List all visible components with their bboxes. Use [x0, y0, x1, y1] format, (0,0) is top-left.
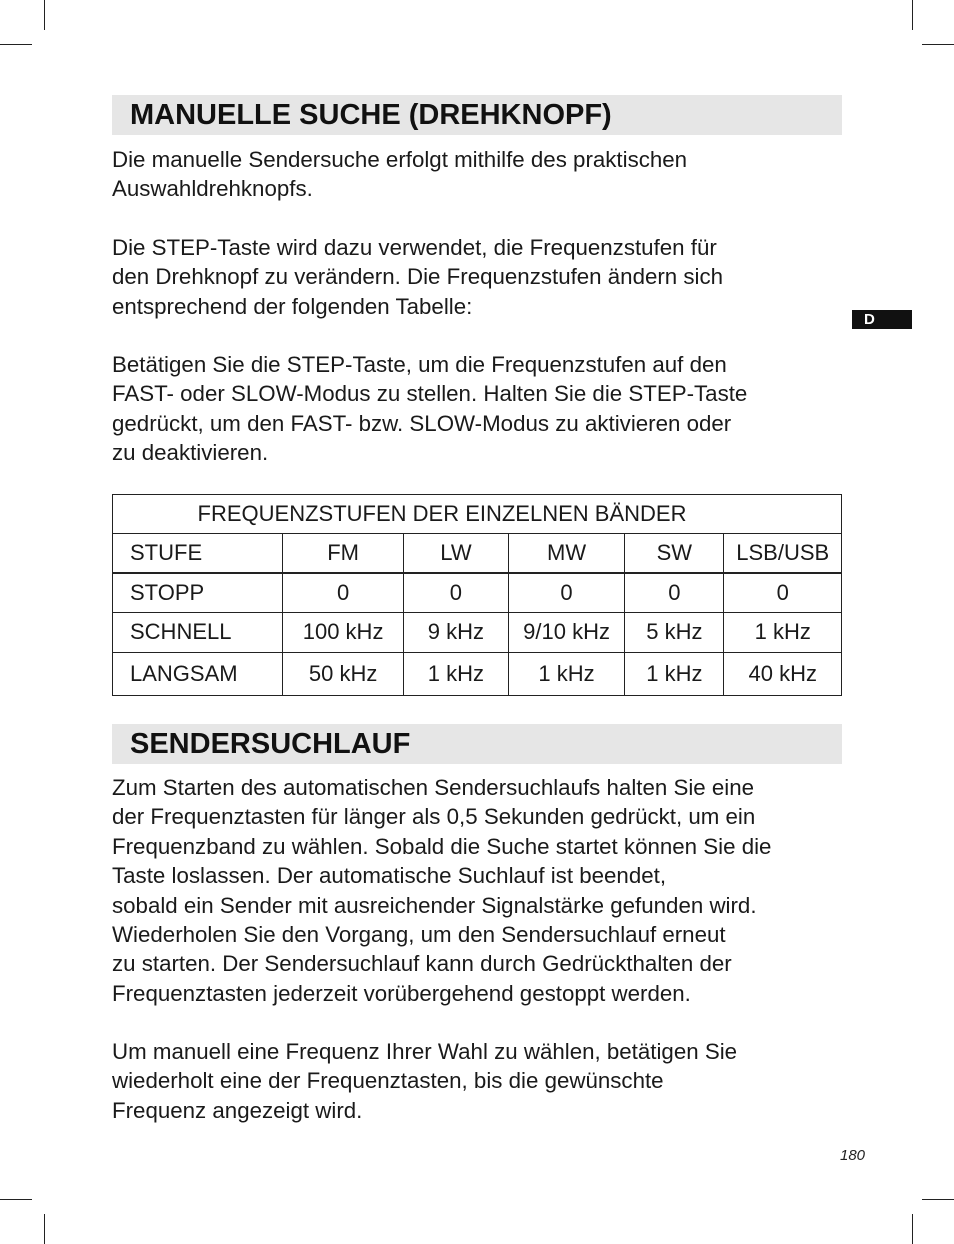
table-title: FREQUENZSTUFEN DER EINZELNEN BÄNDER — [113, 495, 842, 534]
text-line: entsprechend der folgenden Tabelle: — [112, 293, 473, 319]
text-line: der Frequenztasten für länger als 0,5 Sekunden gedrückt, um ein — [112, 804, 756, 830]
text-line: Wiederholen Sie den Vorgang, um den Sendersuchlauf erneut — [112, 922, 726, 948]
text-line: gedrückt, um den FAST- bzw. SLOW-Modus zu aktivieren oder — [112, 410, 732, 436]
text-line: Die manuelle Sendersuche erfolgt mithilfe des praktischen — [112, 147, 688, 172]
table-cell: 9 kHz — [404, 613, 509, 652]
crop-mark — [0, 44, 32, 45]
text-line: Frequenz angezeigt wird. — [112, 1097, 363, 1123]
text-line: Betätigen Sie die STEP-Taste, um die Frequenzstufen auf den — [112, 352, 727, 377]
table-cell: 0 — [625, 573, 724, 613]
crop-mark — [44, 0, 45, 30]
text-line: wiederholt eine der Frequenztasten, bis die gewünschte — [112, 1068, 664, 1094]
table-cell: 5 kHz — [625, 613, 724, 652]
table-cell: LANGSAM — [113, 652, 283, 695]
crop-mark — [922, 1199, 954, 1200]
paragraph — [112, 773, 847, 1008]
table-header-row — [113, 534, 842, 573]
section-heading-station-scan: SENDERSUCHLAUF — [112, 724, 842, 764]
table-title-row — [113, 495, 842, 534]
table-cell: SCHNELL — [113, 613, 283, 652]
table-header-cell: LSB/USB — [724, 534, 842, 573]
crop-mark — [912, 0, 913, 30]
crop-mark — [912, 1214, 913, 1244]
text-line: sobald ein Sender mit ausreichender Signalstärke gefunden wird. — [112, 892, 757, 918]
table-cell: 0 — [283, 573, 404, 613]
table-cell: 100 kHz — [283, 613, 404, 652]
section-heading-manual-search: MANUELLE SUCHE (DREHKNOPF) — [112, 95, 842, 135]
table-cell: 9/10 kHz — [508, 613, 624, 652]
table-cell: 1 kHz — [508, 652, 624, 695]
table-cell: 1 kHz — [724, 613, 842, 652]
table-cell: 0 — [724, 573, 842, 613]
paragraph — [112, 145, 847, 204]
table-row — [113, 613, 842, 652]
frequency-step-table — [112, 494, 842, 696]
crop-mark — [922, 44, 954, 45]
table-cell: 0 — [508, 573, 624, 613]
crop-mark — [44, 1214, 45, 1244]
text-line: Zum Starten des automatischen Sendersuchlaufs halten Sie eine — [112, 775, 755, 800]
text-line: Frequenztasten jederzeit vorübergehend gestoppt werden. — [112, 980, 691, 1006]
table-cell: STOPP — [113, 573, 283, 613]
table-header-cell: LW — [404, 534, 509, 573]
text-line: Auswahldrehknopfs. — [112, 176, 313, 202]
text-line: Um manuell eine Frequenz Ihrer Wahl zu wählen, betätigen Sie — [112, 1039, 738, 1064]
paragraph — [112, 1037, 847, 1125]
table-header-cell: FM — [283, 534, 404, 573]
text-line: FAST- oder SLOW-Modus zu stellen. Halten Sie die STEP-Taste — [112, 381, 748, 407]
page-number: 180 — [840, 1147, 866, 1164]
table-cell: 0 — [404, 573, 509, 613]
text-line: zu starten. Der Sendersuchlauf kann durch Gedrückthalten der — [112, 951, 732, 977]
table-header-cell: SW — [625, 534, 724, 573]
table-header-cell: STUFE — [113, 534, 283, 573]
table-cell: 50 kHz — [283, 652, 404, 695]
table-header-cell: MW — [508, 534, 624, 573]
language-tab: D — [852, 310, 912, 329]
table-row — [113, 573, 842, 613]
table-row — [113, 652, 842, 695]
text-line: Taste loslassen. Der automatische Suchlauf ist beendet, — [112, 863, 667, 889]
table-cell: 40 kHz — [724, 652, 842, 695]
table-cell: 1 kHz — [404, 652, 509, 695]
text-line: zu deaktivieren. — [112, 440, 269, 466]
text-line: Die STEP-Taste wird dazu verwendet, die Frequenzstufen für — [112, 235, 717, 260]
text-line: Frequenzband zu wählen. Sobald die Suche startet können Sie die — [112, 833, 772, 859]
paragraph — [112, 233, 847, 321]
table-cell: 1 kHz — [625, 652, 724, 695]
crop-mark — [0, 1199, 32, 1200]
paragraph — [112, 350, 847, 468]
text-line: den Drehknopf zu verändern. Die Frequenzstufen ändern sich — [112, 264, 724, 290]
